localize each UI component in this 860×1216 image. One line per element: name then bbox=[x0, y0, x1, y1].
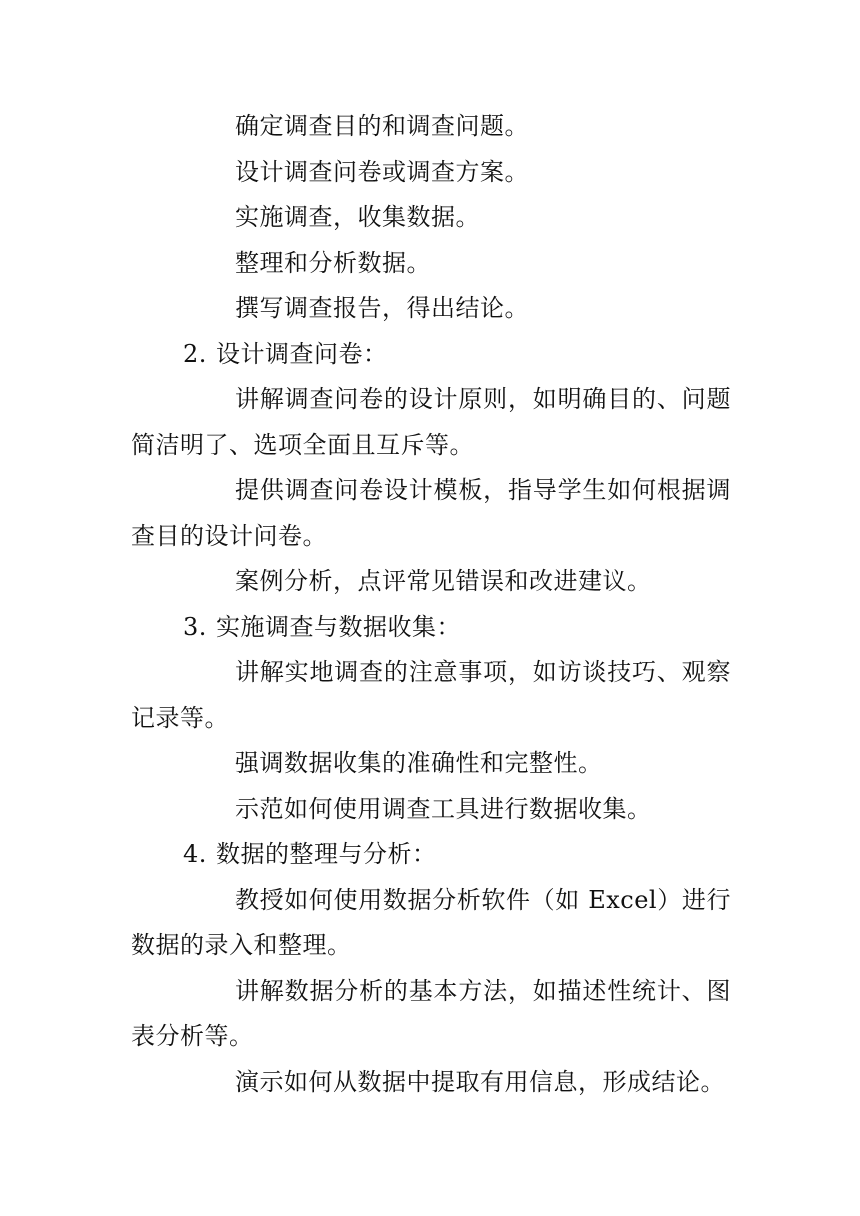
intro-step: 确定调查目的和调查问题。 bbox=[235, 112, 529, 140]
section-title: 实施调查与数据收集： bbox=[216, 612, 461, 641]
section-paragraph: 讲解数据分析的基本方法，如描述性统计、图表分析等。 bbox=[131, 976, 731, 1050]
document-body bbox=[131, 104, 731, 1105]
section-title: 设计调查问卷： bbox=[216, 339, 388, 368]
section-paragraph: 讲解调查问卷的设计原则，如明确目的、问题简洁明了、选项全面且互斥等。 bbox=[131, 385, 731, 459]
section-paragraph: 演示如何从数据中提取有用信息，形成结论。 bbox=[235, 1067, 725, 1096]
section-heading bbox=[131, 332, 731, 378]
intro-step: 实施调查，收集数据。 bbox=[235, 203, 480, 231]
intro-step: 撰写调查报告，得出结论。 bbox=[235, 294, 529, 322]
intro-step: 整理和分析数据。 bbox=[235, 248, 431, 277]
section-paragraph: 讲解实地调查的注意事项，如访谈技巧、观察记录等。 bbox=[131, 658, 731, 732]
section-number: 3. bbox=[183, 612, 207, 641]
section-paragraph: 提供调查问卷设计模板，指导学生如何根据调查目的设计问卷。 bbox=[131, 476, 731, 550]
section-title: 数据的整理与分析： bbox=[216, 840, 437, 868]
section-paragraph: 示范如何使用调查工具进行数据收集。 bbox=[235, 794, 652, 823]
section-heading bbox=[131, 832, 731, 878]
section-number: 4. bbox=[183, 840, 207, 868]
section-heading bbox=[131, 605, 731, 651]
section-paragraph: 教授如何使用数据分析软件（如 Excel）进行数据的录入和整理。 bbox=[131, 885, 731, 959]
section-paragraph: 案例分析，点评常见错误和改进建议。 bbox=[235, 567, 652, 595]
section-number: 2. bbox=[183, 339, 207, 368]
section-paragraph: 强调数据收集的准确性和完整性。 bbox=[235, 749, 603, 777]
intro-step: 设计调查问卷或调查方案。 bbox=[235, 157, 529, 186]
